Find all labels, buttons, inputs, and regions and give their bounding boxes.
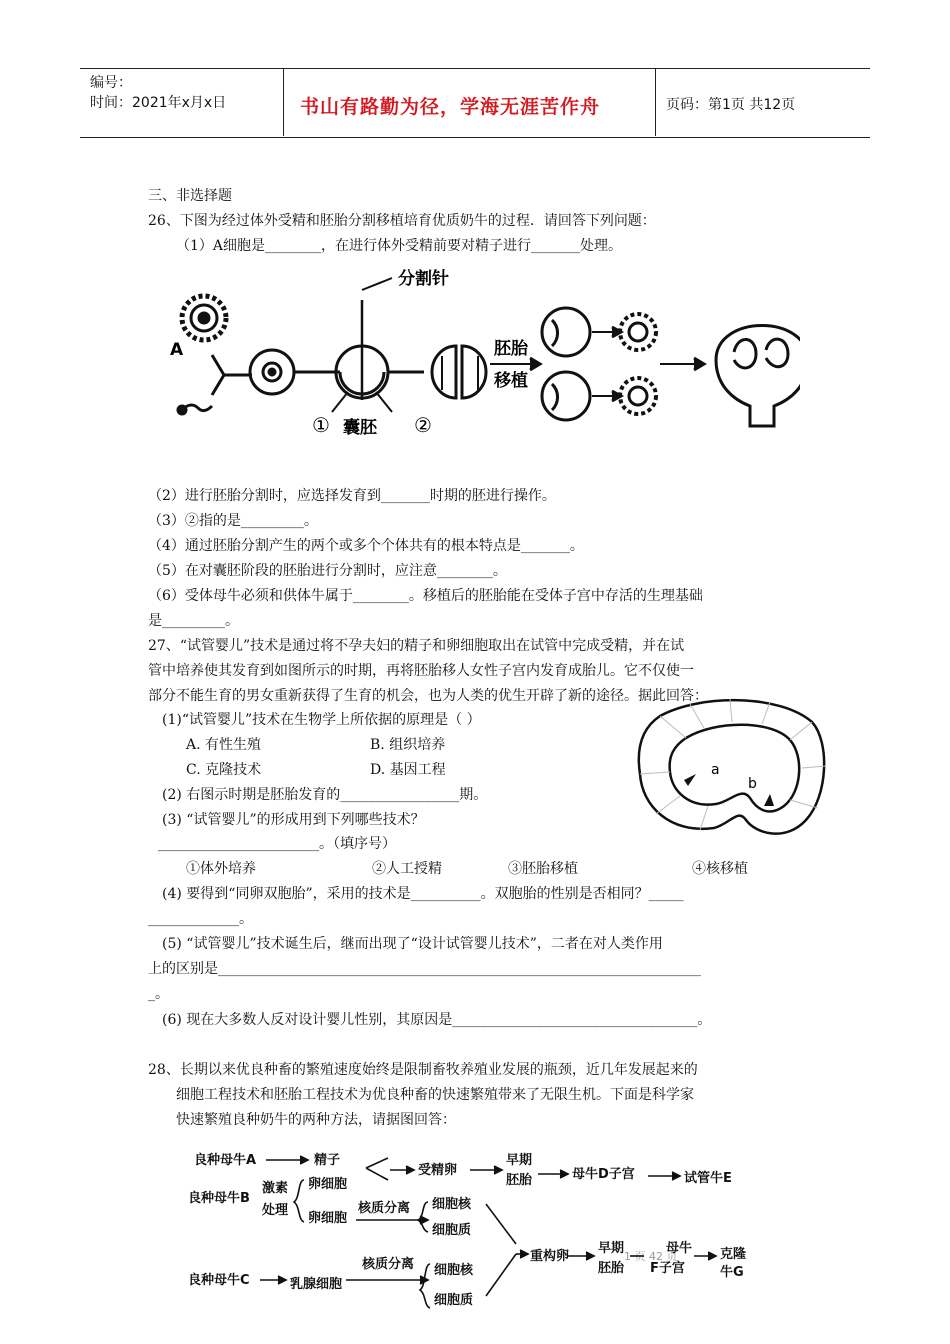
- label-sep2: 核质分离: [362, 1257, 415, 1272]
- q27-part6: (6) 现在大多数人反对设计婴儿性别，其原因是___________________________________。: [162, 1012, 712, 1028]
- embryo-bottom-icon: [542, 372, 590, 420]
- label-a: A: [170, 340, 184, 360]
- q27-stem-3: 部分不能生育的男女重新获得了生育的机会，也为人类的优生开辟了新的途径。据此回答：: [148, 688, 708, 704]
- q27-part2: (2) 右图示时期是胚胎发育的_________________期。: [162, 787, 488, 803]
- q27-choice-3: ③胚胎移植: [508, 861, 578, 877]
- label-transfer-1: 胚胎: [494, 339, 528, 359]
- blastocyst-inner-icon: [670, 725, 800, 812]
- label-fert-egg: 受精卵: [418, 1163, 458, 1178]
- q26-stem: 26、下图为经过体外受精和胚胎分割移植培育优质奶牛的过程．请回答下列问题：: [148, 213, 656, 229]
- label-1: ①: [312, 413, 330, 437]
- label-nucleus2: 细胞核: [434, 1263, 474, 1278]
- developing-embryo-top-icon: [620, 314, 656, 350]
- label-hormone1: 激素: [262, 1181, 289, 1196]
- label-2: ②: [414, 413, 432, 437]
- blastocyst-figure: [630, 696, 830, 846]
- q28-stem-2: 细胞工程技术和胚胎工程技术为优良种畜的快速繁殖带来了无限生机。下面是科学家: [176, 1087, 694, 1103]
- q26-part1: （1）A细胞是________，在进行体外受精前要对精子进行_______处理。: [176, 238, 623, 254]
- q27-part4b: _____________。: [148, 911, 253, 927]
- label-cytoplasm2: 细胞质: [434, 1293, 474, 1308]
- q27-option-b: B. 组织培养: [370, 737, 446, 753]
- label-early1a: 早期: [506, 1153, 533, 1168]
- q26-part5: （5）在对囊胚阶段的胚胎进行分割时，应注意________。: [148, 563, 507, 579]
- q26-part3: （3）②指的是_________。: [148, 513, 318, 529]
- label-pagemark: 1 页 42 页: [624, 1250, 678, 1263]
- q27-choice-4: ④核移植: [692, 861, 748, 877]
- header-date: 时间：2021年x月x日: [90, 95, 227, 111]
- q27-part3-blank: _______________________。（填序号）: [158, 836, 396, 852]
- uterus-icon: [716, 326, 800, 427]
- label-cow-d: 母牛D子宫: [572, 1167, 635, 1182]
- q27-option-c: C. 克隆技术: [186, 762, 262, 778]
- header-number: 编号：: [90, 75, 132, 91]
- half-embryo-2-icon: [462, 346, 486, 398]
- header-page: 页码：第1页 共12页: [666, 97, 796, 113]
- label-split-needle: 分割针: [398, 269, 449, 289]
- label-fig-a: a: [711, 762, 720, 778]
- q28-stem-1: 28、长期以来优良种畜的繁殖速度始终是限制畜牧养殖业发展的瓶颈，近几年发展起来的: [148, 1062, 698, 1078]
- sperm-icon: [184, 405, 212, 411]
- label-cow-f1: 母牛: [666, 1241, 693, 1256]
- label-fig-b: b: [748, 776, 757, 792]
- q27-stem-2: 管中培养使其发育到如图所示的时期，再将胚胎移人女性子宫内发育成胎儿。它不仅使一: [148, 663, 694, 679]
- q27-part1: (1)“试管婴儿”技术在生物学上所依据的原理是（ ）: [162, 712, 481, 728]
- label-transfer-2: 移植: [494, 371, 528, 391]
- label-clone1: 克隆: [720, 1247, 747, 1262]
- label-cow-f2: F子宫: [650, 1261, 685, 1276]
- embryo-splitting-figure: [160, 260, 800, 450]
- q27-part5c: _。: [148, 986, 169, 1002]
- half-embryo-1-icon: [432, 346, 456, 398]
- label-nucleus1: 细胞核: [432, 1197, 472, 1212]
- header-motto: 书山有路勤为径，学海无涯苦作舟: [300, 96, 601, 118]
- q27-choice-2: ②人工授精: [372, 861, 442, 877]
- q26-part4: （4）通过胚胎分割产生的两个或多个个体共有的根本特点是_______。: [148, 538, 584, 554]
- label-cow-c: 良种母牛C: [188, 1273, 250, 1288]
- label-oocyte2: 卵细胞: [308, 1211, 348, 1226]
- q27-choice-1: ①体外培养: [186, 861, 256, 877]
- q27-stem-1: 27、“试管婴儿”技术是通过将不孕夫妇的精子和卵细胞取出在试管中完成受精，并在试: [148, 638, 685, 654]
- q26-part6b: 是_________。: [148, 613, 239, 629]
- label-blastocyst: 囊胚: [343, 418, 377, 438]
- embryo-top-icon: [542, 308, 590, 356]
- label-sep1: 核质分离: [358, 1201, 411, 1216]
- label-mammary: 乳腺细胞: [290, 1277, 343, 1292]
- label-clone2: 牛G: [720, 1265, 744, 1280]
- label-early2a: 早期: [598, 1241, 625, 1256]
- q26-part2: （2）进行胚胎分割时，应选择发育到_______时期的胚进行操作。: [148, 488, 556, 504]
- label-early1b: 胚胎: [506, 1173, 533, 1188]
- label-sperm: 精子: [314, 1153, 341, 1168]
- breeding-methods-figure: [180, 1140, 780, 1340]
- q27-part5b: 上的区别是_____________________________________________________________________: [148, 961, 701, 977]
- q28-stem-3: 快速繁殖良种奶牛的两种方法，请据图回答：: [176, 1112, 456, 1128]
- header-divider-left: [283, 68, 284, 136]
- q27-part5a: (5) “试管婴儿”技术诞生后，继而出现了“设计试管婴儿技术”，二者在对人类作用: [162, 936, 663, 952]
- label-cytoplasm1: 细胞质: [432, 1223, 472, 1238]
- header-divider-right: [655, 68, 656, 136]
- developing-embryo-bottom-icon: [620, 378, 656, 414]
- q27-option-a: A. 有性生殖: [186, 737, 262, 753]
- q27-option-d: D. 基因工程: [370, 762, 446, 778]
- label-recon: 重构卵: [530, 1249, 570, 1264]
- section-title: 三、非选择题: [148, 188, 232, 204]
- label-hormone2: 处理: [262, 1203, 289, 1218]
- q27-part4a: (4) 要得到“同卵双胞胎”，采用的技术是__________。双胞胎的性别是否相同？_____: [162, 886, 684, 902]
- label-calf-e: 试管牛E: [684, 1171, 732, 1186]
- label-oocyte1: 卵细胞: [308, 1177, 348, 1192]
- label-cow-b: 良种母牛B: [188, 1191, 250, 1206]
- q26-part6a: （6）受体母牛必须和供体牛属于________。移植后的胚胎能在受体子宫中存活的生理基础: [148, 588, 703, 604]
- label-early2b: 胚胎: [598, 1261, 625, 1276]
- label-cow-a: 良种母牛A: [194, 1153, 257, 1168]
- q27-part3: (3) “试管婴儿”的形成用到下列哪些技术？: [162, 812, 425, 828]
